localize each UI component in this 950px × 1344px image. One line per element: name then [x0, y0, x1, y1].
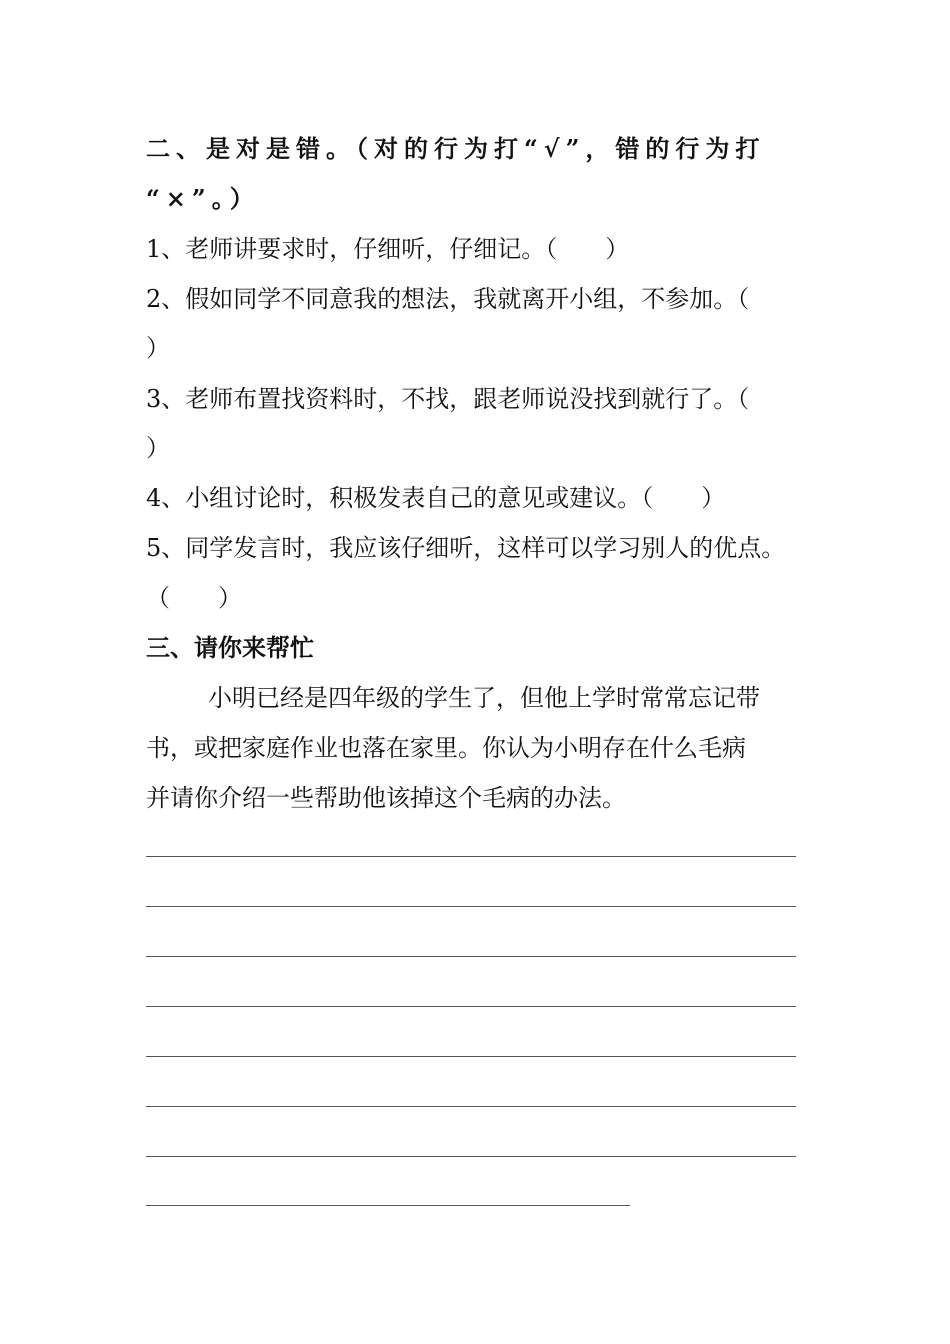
answer-writing-line[interactable]	[146, 1106, 796, 1107]
answer-writing-line[interactable]	[146, 1006, 796, 1007]
answer-writing-line[interactable]	[146, 1156, 796, 1157]
answer-writing-line-last[interactable]	[146, 1205, 630, 1206]
section2-title-line2: “×”。）	[146, 184, 260, 213]
section2-title-line1: 二、是对是错。（对的行为打“√”，错的行为打	[146, 134, 766, 163]
question-2: 2、假如同学不同意我的想法，我就离开小组，不参加。（	[146, 285, 750, 313]
question-2-answer-bracket: ）	[146, 334, 170, 362]
question-5: 5、同学发言时，我应该仔细听，这样可以学习别人的优点。	[146, 534, 786, 562]
paragraph-line-1: 小明已经是四年级的学生了，但他上学时常常忘记带	[208, 684, 760, 712]
answer-writing-line[interactable]	[146, 1056, 796, 1057]
answer-writing-line[interactable]	[146, 906, 796, 907]
question-3: 3、老师布置找资料时，不找，跟老师说没找到就行了。（	[146, 385, 750, 413]
question-5-answer-bracket: （ ）	[146, 584, 242, 612]
answer-writing-line[interactable]	[146, 956, 796, 957]
answer-writing-line[interactable]	[146, 856, 796, 857]
paragraph-line-3: 并请你介绍一些帮助他该掉这个毛病的办法。	[146, 784, 626, 812]
paragraph-line-2: 书，或把家庭作业也落在家里。你认为小明存在什么毛病	[146, 734, 746, 762]
question-4: 4、小组讨论时，积极发表自己的意见或建议。（ ）	[146, 484, 726, 512]
section3-title: 三、请你来帮忙	[146, 633, 314, 662]
question-1: 1、老师讲要求时，仔细听，仔细记。（ ）	[146, 235, 630, 263]
question-3-answer-bracket: ）	[146, 434, 170, 462]
